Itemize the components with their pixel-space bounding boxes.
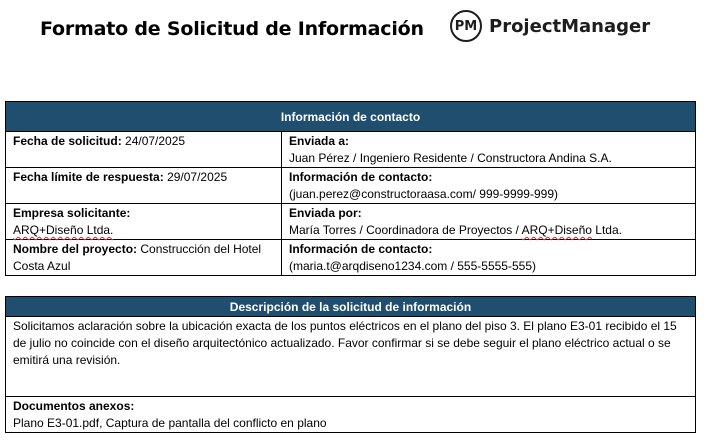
field-label: Nombre del proyecto:: [13, 242, 138, 256]
response-deadline-cell: [6, 168, 282, 204]
field-label: Fecha de solicitud:: [13, 134, 122, 148]
field-value: 24/07/2025: [121, 134, 186, 148]
request-description: Solicitamos aclaración sobre la ubicación exacta de los puntos eléctricos en el plano del piso 3. El plano E3-01 recibido el 15 de julio no coincide con el diseño arquitectónico actualizado. Favor confirmar si se debe seguir el plano eléctrico actual o se emitirá una revisión.: [6, 317, 696, 397]
table-row: [6, 240, 696, 276]
contact-section-header: Información de contacto: [6, 102, 696, 132]
sender-name-text: María Torres / Coordinadora de Proyectos /: [289, 223, 522, 237]
field-label: Fecha límite de respuesta:: [13, 170, 164, 184]
field-value: [289, 222, 688, 239]
project-name-cell: [6, 240, 282, 276]
recipient-contact-cell: [282, 168, 696, 204]
table-row: [6, 132, 696, 168]
contact-info-table: [5, 101, 696, 276]
logo-wordmark: ProjectManager: [489, 15, 651, 37]
sender-contact-cell: [282, 240, 696, 276]
field-value: 29/07/2025: [163, 170, 228, 184]
field-value: (juan.perez@constructoraasa.com/ 999-9999-999): [289, 187, 558, 201]
sent-to-cell: [282, 132, 696, 168]
field-label: Enviada a:: [289, 134, 350, 148]
sender-company-text: ARQ+Diseño: [521, 223, 592, 237]
table-row: [6, 168, 696, 204]
sender-company-suffix: Ltda.: [591, 223, 622, 237]
table-row: [6, 204, 696, 240]
page-title: Formato de Solicitud de Información: [40, 18, 424, 40]
request-description-table: [5, 296, 696, 433]
field-value: Juan Pérez / Ingeniero Residente / Constructora Andina S.A.: [289, 151, 612, 165]
field-label: Documentos anexos:: [13, 399, 135, 413]
attachments-cell: [6, 397, 696, 433]
field-label: Información de contacto:: [289, 170, 433, 184]
field-value: Plano E3-01.pdf, Captura de pantalla del conflicto en plano: [13, 416, 327, 430]
field-label: Información de contacto:: [289, 242, 433, 256]
pm-logo-icon: PM: [450, 10, 482, 42]
field-label: Enviada por:: [289, 206, 362, 220]
field-value: Construcción del Hotel Costa Azul: [13, 242, 262, 273]
field-value: (maria.t@arqdiseno1234.com / 555-5555-555): [289, 259, 536, 273]
field-value: ARQ+Diseño Ltda.: [13, 223, 114, 237]
sent-by-cell: [282, 204, 696, 240]
request-section-header: Descripción de la solicitud de información: [6, 297, 696, 317]
projectmanager-logo: [450, 8, 650, 44]
field-label: Empresa solicitante:: [13, 206, 131, 220]
table-row: [6, 317, 696, 397]
request-date-cell: [6, 132, 282, 168]
table-row: [6, 397, 696, 433]
requesting-company-cell: [6, 204, 282, 240]
